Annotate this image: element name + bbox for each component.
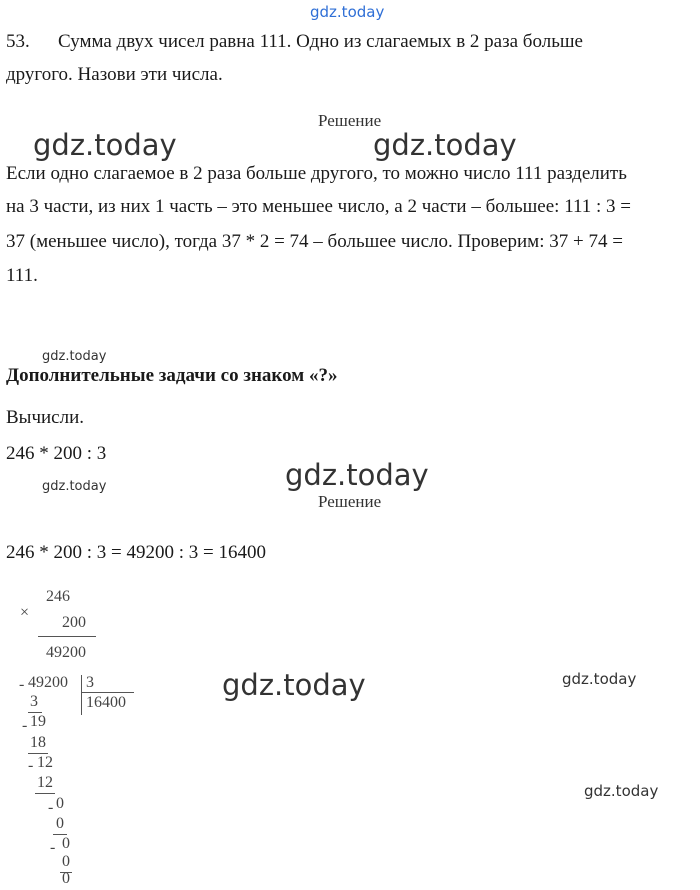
problem-number: 53. (6, 31, 30, 52)
divisor: 3 (86, 674, 94, 691)
solution-line: Если одно слагаемое в 2 раза больше другого, то можно число 111 разделить (6, 163, 627, 184)
watermark: gdz.today (584, 782, 659, 800)
minus-sign: - (19, 676, 25, 693)
division-vertical-line (81, 675, 82, 715)
division-step: 18 (30, 734, 46, 751)
problem-line-1: Сумма двух чисел равна 111. Одно из слагаемых в 2 раза больше (58, 31, 583, 52)
solution-line: 37 (меньшее число), тогда 37 * 2 = 74 – большее число. Проверим: 37 + 74 = (6, 231, 623, 252)
watermark: gdz.today (33, 128, 177, 162)
answer: 246 * 200 : 3 = 49200 : 3 = 16400 (6, 542, 266, 563)
division-step-line (35, 793, 55, 794)
section-heading: Дополнительные задачи со знаком «?» (6, 365, 338, 386)
division-step: 0 (62, 853, 70, 870)
solution-line: 111. (6, 265, 38, 286)
problem-line-2: другого. Назови эти числа. (6, 64, 223, 85)
division-step: 0 (62, 870, 70, 887)
watermark: gdz.today (285, 458, 429, 492)
watermark: gdz.today (42, 349, 107, 364)
division-step: 0 (62, 835, 70, 852)
multiplication-result: 49200 (46, 644, 86, 661)
watermark: gdz.today (373, 128, 517, 162)
minus-sign: - (28, 757, 34, 774)
watermark: gdz.today (222, 668, 366, 702)
division-step: 0 (56, 795, 64, 812)
division-step: 12 (37, 754, 53, 771)
solution-title: Решение (318, 111, 382, 130)
minus-sign: - (50, 839, 56, 856)
watermark: gdz.today (562, 670, 637, 688)
solution-line: на 3 части, из них 1 часть – это меньшее число, а 2 части – большее: 111 : 3 = (6, 196, 632, 217)
watermark: gdz.today (42, 479, 107, 494)
division-step: 12 (37, 774, 53, 791)
dividend: 49200 (28, 674, 68, 691)
division-horizontal-line (81, 692, 134, 693)
expression: 246 * 200 : 3 (6, 443, 107, 464)
multiplier: 200 (62, 614, 86, 631)
multiplicand: 246 (46, 588, 70, 605)
division-step: 3 (30, 693, 38, 710)
division-step: 0 (56, 815, 64, 832)
minus-sign: - (22, 717, 28, 734)
division-step: 19 (30, 713, 46, 730)
quotient: 16400 (86, 694, 126, 711)
solution-title-2: Решение (318, 492, 382, 511)
minus-sign: - (48, 799, 54, 816)
multiplication-sign: × (20, 604, 30, 621)
multiplication-line (38, 636, 96, 637)
top-watermark: gdz.today (310, 3, 385, 21)
instruction: Вычисли. (6, 407, 84, 428)
